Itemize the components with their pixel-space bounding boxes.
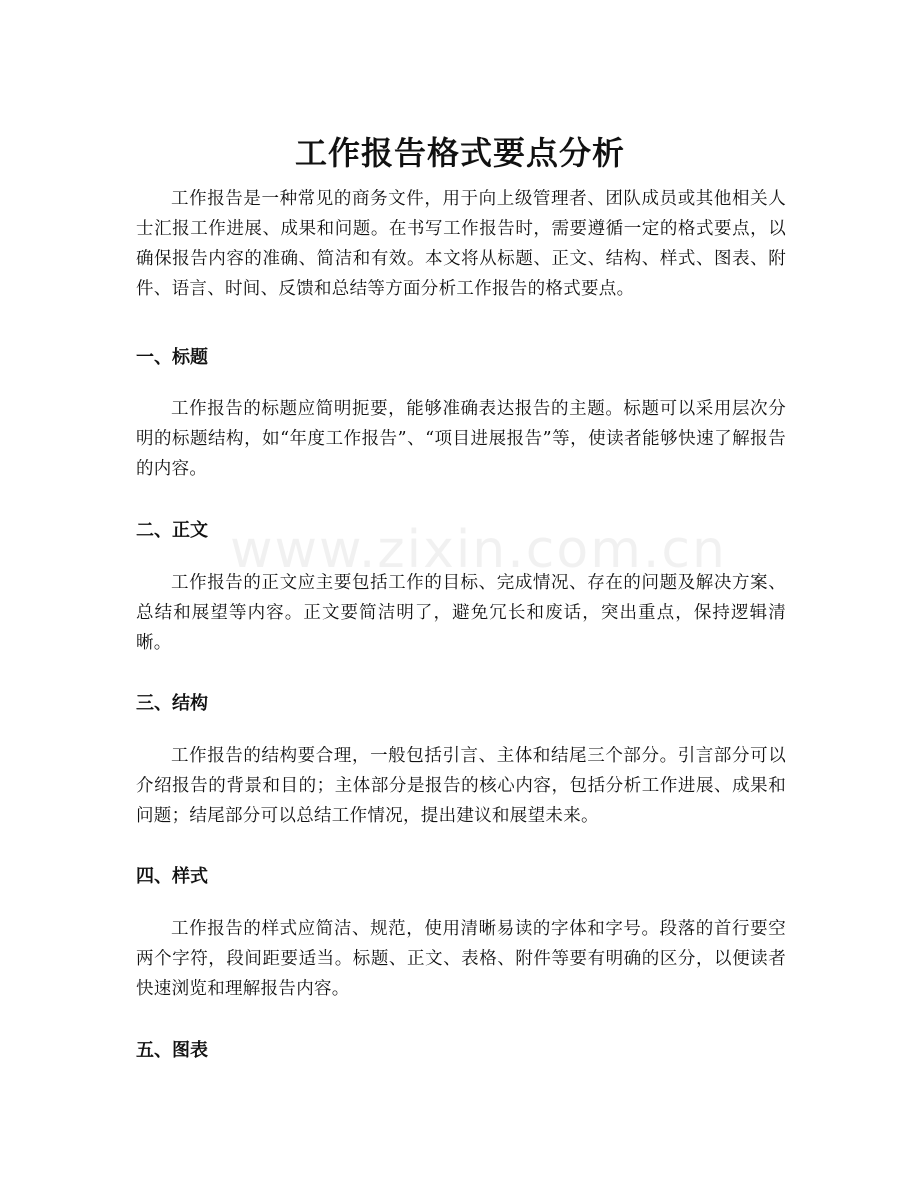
section-heading-body: 二、正文 <box>136 520 208 541</box>
section-heading-structure: 三、结构 <box>136 693 208 714</box>
section-heading-style: 四、样式 <box>136 866 208 887</box>
section-heading-title: 一、标题 <box>136 347 208 368</box>
section-body-structure: 工作报告的结构要合理，一般包括引言、主体和结尾三个部分。引言部分可以介绍报告的背景和目的；主体部分是报告的核心内容，包括分析工作进展、成果和问题；结尾部分可以总结工作情况，提出建议和展望未来。 <box>136 746 786 826</box>
intro-paragraph: 工作报告是一种常见的商务文件，用于向上级管理者、团队成员或其他相关人士汇报工作进展、成果和问题。在书写工作报告时，需要遵循一定的格式要点，以确保报告内容的准确、简洁和有效。本文将从标题、正文、结构、样式、图表、附件、语言、时间、反馈和总结等方面分析工作报告的格式要点。 <box>136 189 786 299</box>
document-title: 工作报告格式要点分析 <box>294 134 625 173</box>
section-body-body: 工作报告的正文应主要包括工作的目标、完成情况、存在的问题及解决方案、总结和展望等内容。正文要简洁明了，避免冗长和废话，突出重点，保持逻辑清晰。 <box>136 573 786 653</box>
watermark: www.zixin.com.cn <box>230 520 727 580</box>
section-body-style: 工作报告的样式应简洁、规范，使用清晰易读的字体和字号。段落的首行要空两个字符，段间距要适当。标题、正文、表格、附件等要有明确的区分，以便读者快速浏览和理解报告内容。 <box>136 919 786 999</box>
section-body-title: 工作报告的标题应简明扼要，能够准确表达报告的主题。标题可以采用层次分明的标题结构，如“年度工作报告”、“项目进展报告”等，使读者能够快速了解报告的内容。 <box>136 399 786 479</box>
section-heading-charts: 五、图表 <box>136 1040 208 1061</box>
